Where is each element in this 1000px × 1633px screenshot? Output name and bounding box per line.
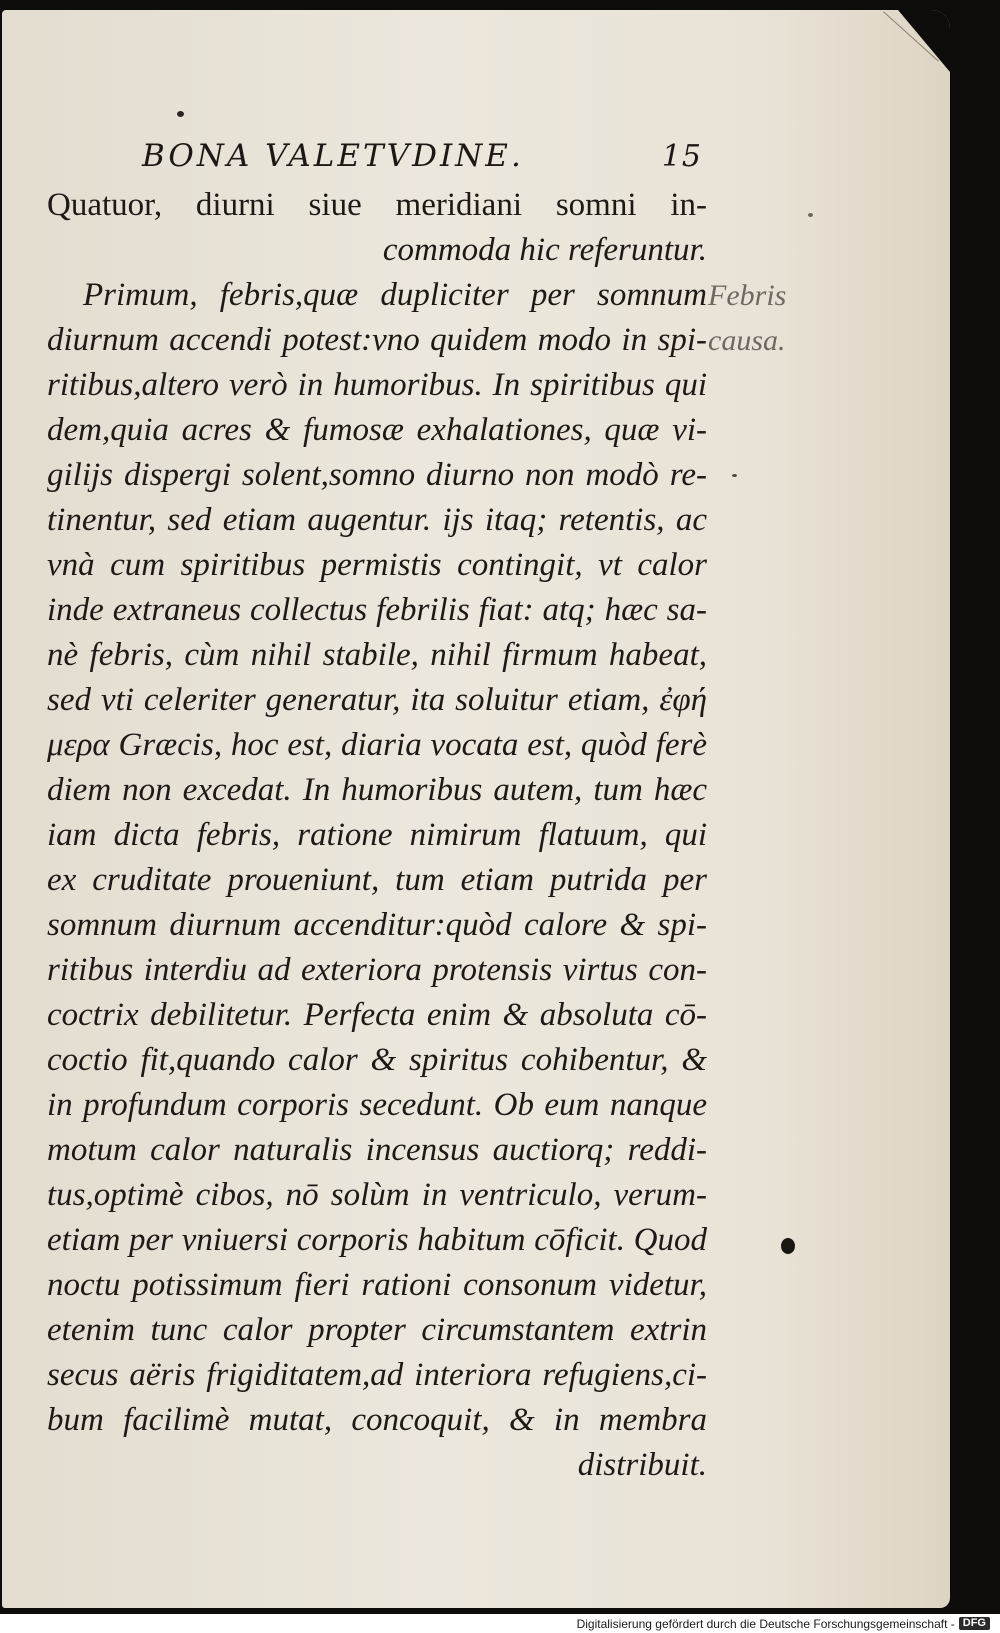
margin-note-line: Febris	[708, 279, 787, 312]
text-line: μερα Græcis, hoc est, diaria vocata est, quòd ferè	[47, 727, 707, 763]
body-text	[47, 183, 707, 1488]
text-line: diurnum accendi potest:vno quidem modo in spi-	[47, 322, 707, 358]
text-line: commoda hic referuntur.	[382, 232, 707, 268]
margin-note-line: causa.	[708, 324, 786, 357]
digitization-footer	[0, 1614, 1000, 1633]
text-line: nè febris, cùm nihil stabile, nihil firmum habeat,	[47, 637, 707, 673]
book-page	[2, 10, 950, 1608]
ink-fleck	[732, 474, 737, 477]
running-head	[142, 138, 702, 174]
running-title: BONA VALETVDINE.	[142, 138, 524, 174]
text-line: etenim tunc calor propter circumstantem extrin	[47, 1312, 707, 1348]
text-line: tinentur, sed etiam augentur. ijs itaq; retentis, ac	[47, 502, 707, 538]
text-line: ex cruditate proueniunt, tum etiam putrida per	[47, 862, 707, 898]
ink-fleck	[808, 213, 813, 217]
text-line: etiam per vniuersi corporis habitum cōficit. Quod	[47, 1222, 707, 1258]
text-line: distribuit.	[577, 1447, 707, 1483]
text-line: coctio fit,quando calor & spiritus cohibentur, &	[47, 1042, 707, 1078]
text-line: gilijs dispergi solent,somno diurno non modò re-	[47, 457, 707, 493]
text-line: in profundum corporis secedunt. Ob eum nanque	[47, 1087, 707, 1123]
text-line: Primum, febris,quæ dupliciter per somnum	[83, 277, 707, 313]
text-line: somnum diurnum accenditur:quòd calore & spi-	[47, 907, 707, 943]
text-line: tus,optimè cibos, nō solùm in ventriculo, verum-	[47, 1177, 707, 1213]
folded-corner	[898, 10, 950, 72]
text-line: noctu potissimum fieri rationi consonum videtur,	[47, 1267, 707, 1303]
dfg-logo: DFG	[959, 1617, 990, 1630]
text-line: dem,quia acres & fumosæ exhalationes, quæ vi-	[47, 412, 707, 448]
text-line: ritibus interdiu ad exteriora protensis virtus con-	[47, 952, 707, 988]
text-line: vnà cum spiritibus permistis contingit, vt calor	[47, 547, 707, 583]
ink-blot	[781, 1238, 795, 1254]
ink-fleck	[177, 111, 184, 117]
text-line: diem non excedat. In humoribus autem, tum hæc	[47, 772, 707, 808]
text-line: bum facilimè mutat, concoquit, & in membra	[47, 1402, 707, 1438]
text-line: coctrix debilitetur. Perfecta enim & absoluta cō-	[47, 997, 707, 1033]
margin-note	[708, 273, 788, 363]
footer-credit: Digitalisierung gefördert durch die Deutsche Forschungsgemeinschaft -	[576, 1616, 955, 1631]
page-number: 15	[661, 139, 702, 174]
text-line: inde extraneus collectus febrilis fiat: atq; hæc sa-	[47, 592, 707, 628]
text-line: Quatuor, diurni siue meridiani somni in-	[47, 187, 707, 223]
text-line: ritibus,altero verò in humoribus. In spiritibus qui	[47, 367, 707, 403]
text-line: motum calor naturalis incensus auctiorq; reddi-	[47, 1132, 707, 1168]
text-line: secus aëris frigiditatem,ad interiora refugiens,ci-	[47, 1357, 707, 1393]
text-line: iam dicta febris, ratione nimirum flatuum, qui	[47, 817, 707, 853]
text-line: sed vti celeriter generatur, ita soluitur etiam, ἐφή	[47, 682, 707, 718]
